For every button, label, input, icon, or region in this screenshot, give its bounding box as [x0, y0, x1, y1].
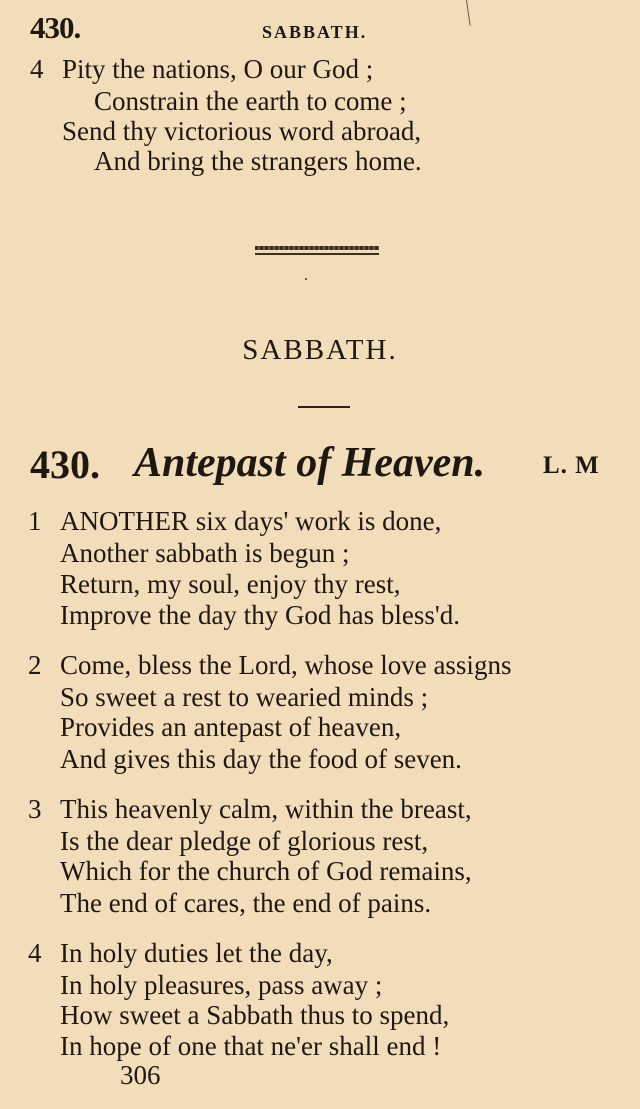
verse-line: Return, my soul, enjoy thy rest,	[60, 569, 401, 599]
verse-line: Pity the nations, O our God ;	[62, 54, 374, 84]
section-heading: SABBATH.	[242, 334, 398, 366]
verse-line: Provides an antepast of heaven,	[60, 712, 402, 742]
hymn-title: Antepast of Heaven.	[134, 440, 486, 486]
hymn-number: 430.	[30, 442, 100, 487]
verse-line: In holy duties let the day,	[60, 938, 333, 968]
running-head-number: 430.	[30, 10, 81, 45]
verse-line: The end of cares, the end of pains.	[60, 888, 432, 918]
verse-line: In holy pleasures, pass away ;	[60, 970, 383, 1000]
stanza-number: 2	[28, 650, 42, 680]
verse-line: Constrain the earth to come ;	[94, 86, 407, 116]
verse-line: Send thy victorious word abroad,	[62, 116, 422, 146]
verse-line: And gives this day the food of seven.	[60, 744, 462, 774]
stanza-number: 1	[28, 506, 42, 536]
verse-line: Is the dear pledge of glorious rest,	[60, 826, 429, 856]
verse-line: Improve the day thy God has bless'd.	[60, 600, 461, 630]
stanza-number: 3	[28, 794, 42, 824]
page-edge-mark	[466, 0, 471, 26]
verse-line: ANOTHER six days' work is done,	[60, 506, 442, 536]
verse-line: How sweet a Sabbath thus to spend,	[60, 1000, 450, 1030]
verse-line: In hope of one that ne'er shall end !	[60, 1031, 442, 1061]
verse-line: So sweet a rest to wearied minds ;	[60, 682, 429, 712]
stanza-number: 4	[30, 54, 44, 84]
verse-line: Come, bless the Lord, whose love assigns	[60, 650, 512, 680]
ornament-dot	[305, 278, 307, 280]
section-ornament-rule	[255, 246, 379, 255]
heading-rule	[298, 406, 350, 408]
page-number: 306	[120, 1060, 161, 1090]
verse-line: Another sabbath is begun ;	[60, 538, 350, 568]
running-head-title: SABBATH.	[262, 22, 368, 42]
verse-line: This heavenly calm, within the breast,	[60, 794, 472, 824]
verse-line: And bring the strangers home.	[94, 146, 422, 176]
hymn-meter: L. M	[543, 452, 600, 479]
stanza-number: 4	[28, 938, 42, 968]
verse-line: Which for the church of God remains,	[60, 856, 472, 886]
